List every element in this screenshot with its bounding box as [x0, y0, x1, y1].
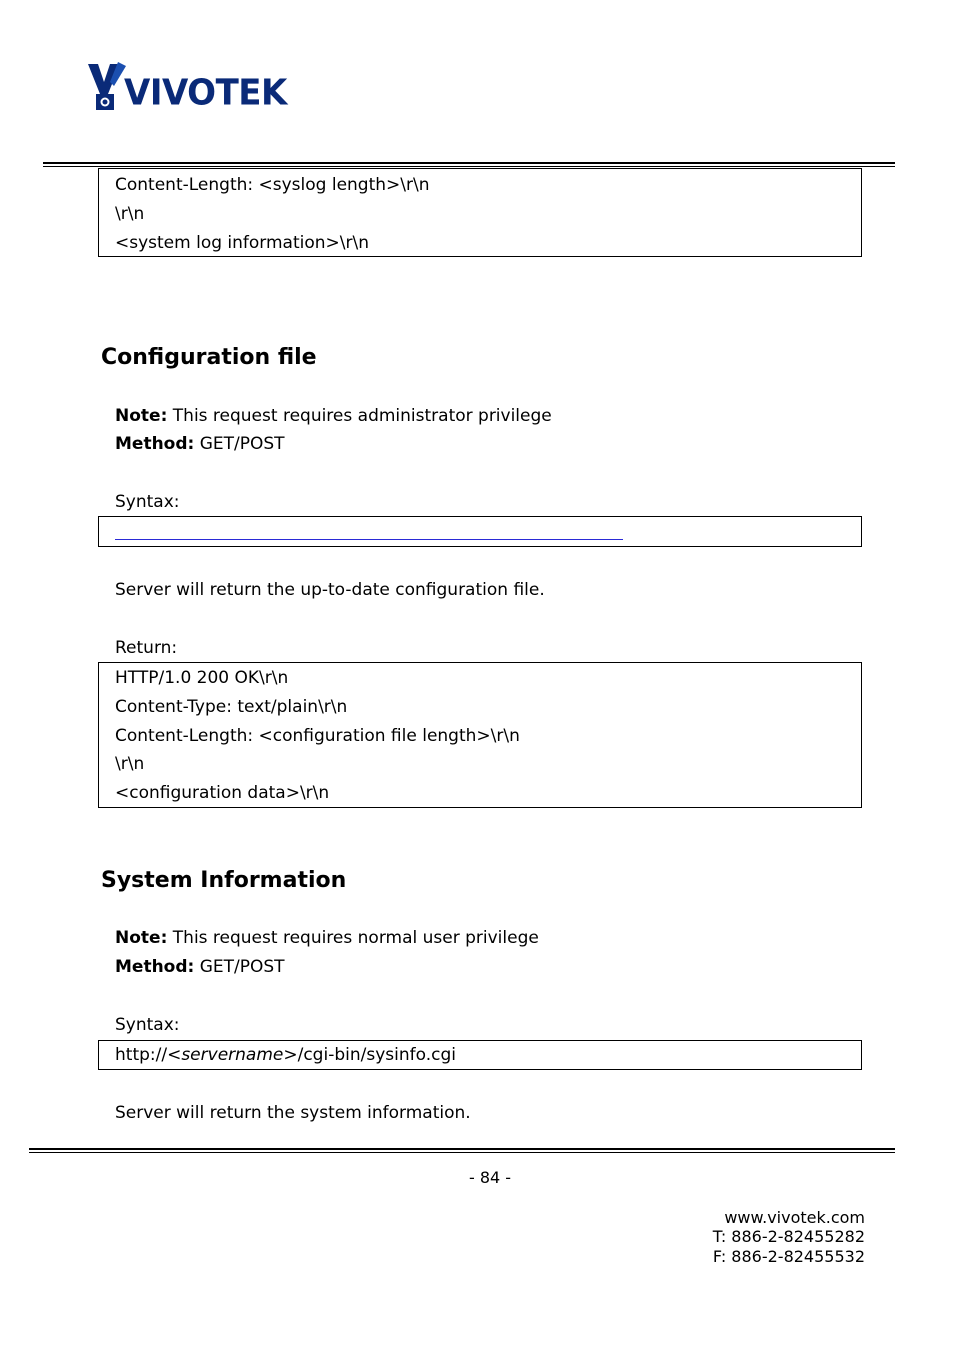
footer-phone: T: 886-2-82455282: [712, 1227, 865, 1246]
code-line: Content-Length: <syslog length>\r\n: [115, 175, 430, 195]
sysinfo-note: [115, 928, 539, 948]
method-label: Method:: [115, 957, 195, 977]
url-prefix: http://<: [115, 1045, 182, 1065]
footer-website: www.vivotek.com: [724, 1208, 865, 1227]
sysinfo-syntax-label: Syntax:: [115, 1015, 180, 1035]
code-line: Content-Length: <configuration file length>\r\n: [115, 726, 520, 746]
syslog-return-box: [98, 168, 862, 257]
code-line: <system log information>\r\n: [115, 233, 370, 253]
config-syntax-link[interactable]: [115, 539, 623, 540]
section-title-configuration: Configuration file: [101, 345, 317, 370]
note-label: Note:: [115, 928, 168, 948]
code-line: <configuration data>\r\n: [115, 783, 330, 803]
note-label: Note:: [115, 406, 168, 426]
footer-fax: F: 886-2-82455532: [712, 1247, 865, 1266]
config-syntax-box: [98, 516, 862, 547]
footer-rule-thin: [29, 1152, 895, 1153]
config-syntax-label: Syntax:: [115, 492, 180, 512]
header-rule: [43, 162, 895, 164]
sysinfo-description: Server will return the system information.: [115, 1103, 471, 1123]
method-label: Method:: [115, 434, 195, 454]
sysinfo-syntax-url: [115, 1045, 456, 1065]
config-note: [115, 406, 552, 426]
config-method: [115, 434, 285, 454]
page-number: - 84 -: [468, 1168, 512, 1187]
url-suffix: >/cgi-bin/sysinfo.cgi: [283, 1045, 456, 1065]
config-return-label: Return:: [115, 638, 178, 658]
method-text: GET/POST: [194, 957, 285, 977]
code-line: Content-Type: text/plain\r\n: [115, 697, 348, 717]
note-text: This request requires administrator privilege: [167, 406, 552, 426]
vivotek-logo: [84, 60, 294, 116]
footer-rule: [29, 1148, 895, 1150]
config-description: Server will return the up-to-date configuration file.: [115, 580, 545, 600]
brand-wordmark: VIVOTEK: [124, 72, 287, 114]
code-line: \r\n: [115, 204, 145, 224]
section-title-system-information: System Information: [101, 868, 347, 893]
method-text: GET/POST: [194, 434, 285, 454]
url-servername: servername: [181, 1045, 284, 1065]
note-text: This request requires normal user privilege: [167, 928, 539, 948]
header-rule-thin: [43, 166, 895, 167]
camera-logo-icon: [84, 60, 128, 116]
sysinfo-method: [115, 957, 285, 977]
code-line: HTTP/1.0 200 OK\r\n: [115, 668, 289, 688]
sysinfo-syntax-box: [98, 1040, 862, 1070]
code-line: \r\n: [115, 754, 145, 774]
config-return-box: [98, 662, 862, 808]
